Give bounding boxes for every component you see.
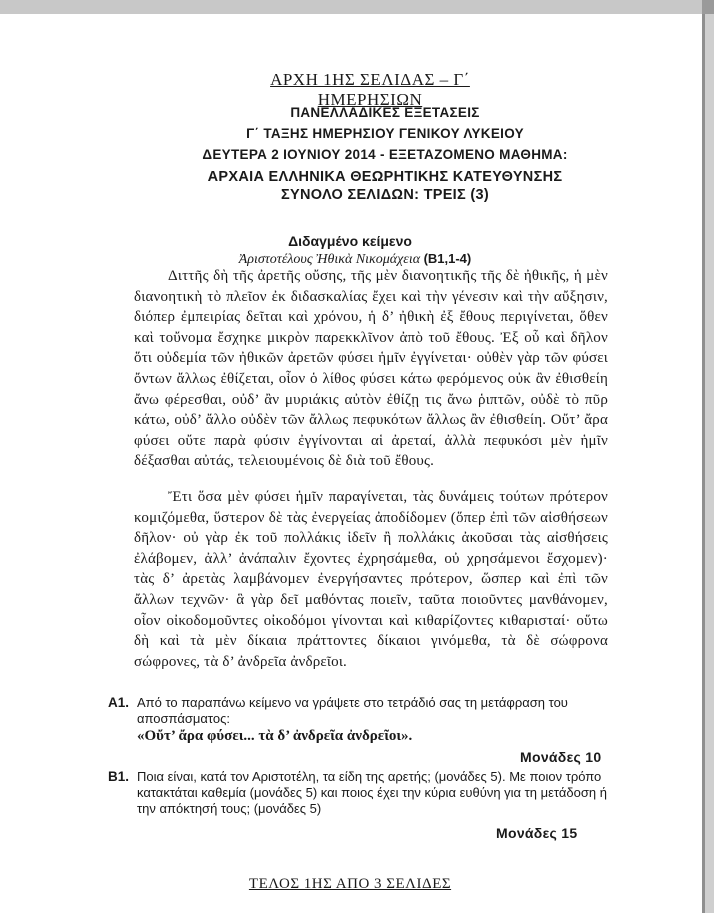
viewer-top-border	[0, 0, 714, 14]
question-a1-text: Από το παραπάνω κείμενο να γράψετε στο τετράδιό σας τη μετάφραση του αποσπάσματος:	[137, 695, 568, 726]
source-work: Ἀριστοτέλους Ἠθικὰ Νικομάχεια	[238, 252, 421, 267]
page-top-title: ΑΡΧΗ 1ΗΣ ΣΕΛΙΔΑΣ – Γ΄ ΗΜΕΡΗΣΙΩΝ	[270, 70, 470, 109]
passage-paragraph-1: Διττῆς δὴ τῆς ἀρετῆς οὔσης, τῆς μὲν διανοητικῆς τῆς δὲ ἠθικῆς, ἡ μὲν διανοητικὴ τὸ πλεῖον ἐκ διδασκαλίας ἔχει καὶ τὴν γένεσιν καὶ τὴν αὔξησιν, διόπερ ἐμπειρίας δεῖται καὶ χρόνου, ἡ δ’ ἠθικὴ ἐξ ἔθους περιγίνεται, ὅθεν καὶ τοὔνομα ἔσχηκε μικρὸν παρεκκλῖνον ἀπὸ τοῦ ἔθους. Ἐξ οὗ καὶ δῆλον ὅτι οὐδεμία τῶν ἠθικῶν ἀρετῶν φύσει ἡμῖν ἐγγίνεται· οὐθὲν γὰρ τῶν φύσει ὄντων ἄλλως ἐθίζεται, οἷον ὁ λίθος φύσει κάτω φερόμενος οὐκ ἂν ἐθισθείη ἄνω φέρεσθαι, οὐδ’ ἂν μυριάκις αὐτὸν ἐθίζῃ τις ἄνω ῥιπτῶν, οὐδὲ τὸ πῦρ κάτω, οὐδ’ ἄλλο οὐδὲν τῶν ἄλλως πεφυκότων ἄλλως ἂν ἐθισθείη. Οὔτ’ ἄρα φύσει οὔτε παρὰ φύσιν ἐγγίνονται αἱ ἀρεταί, ἀλλὰ πεφυκόσι μὲν ἡμῖν δέξασθαι αὐτάς, τελειουμένοις δὲ διὰ τοῦ ἔθους.	[134, 268, 608, 470]
question-a1-quote: «Οὔτ’ ἄρα φύσει... τὰ δ’ ἀνδρεῖα ἀνδρεῖοι».	[137, 728, 413, 744]
question-b1-marks: Μονάδες 15	[496, 825, 578, 841]
exam-subject: ΑΡΧΑΙΑ ΕΛΛΗΝΙΚΑ ΘΕΩΡΗΤΙΚΗΣ ΚΑΤΕΥΘΥΝΣΗΣ	[207, 169, 563, 185]
passage-paragraph-2: Ἔτι ὅσα μὲν φύσει ἡμῖν παραγίνεται, τὰς δυνάμεις τούτων πρότερον κομιζόμεθα, ὕστερον δὲ τὰς ἐνεργείας ἀποδίδομεν (ὅπερ ἐπὶ τῶν αἰσθήσεων δῆλον· οὐ γὰρ ἐκ τοῦ πολλάκις ἰδεῖν ἢ πολλάκις ἀκοῦσαι τὰς αἰσθήσεις ἐλάβομεν, ἀλλ’ ἀνάπαλιν ἔχοντες ἐχρησάμεθα, οὐ χρησάμενοι ἔσχομεν)· τὰς δ’ ἀρετὰς λαμβάνομεν ἐνεργήσαντες πρότερον, ὥσπερ καὶ ἐπὶ τῶν ἄλλων τεχνῶν· ἃ γὰρ δεῖ μαθόντας ποιεῖν, ταῦτα ποιοῦντες μανθάνομεν, οἷον οἰκοδομοῦντες οἰκοδόμοι γίνονται καὶ κιθαρίζοντες κιθαρισταί· οὕτω δὴ καὶ τὰ μὲν δίκαια πράττοντες δίκαιοι γινόμεθα, τὰ δὲ σώφρονα σώφρονες, τὰ δ’ ἀνδρεῖα ἀνδρεῖοι.	[134, 489, 608, 670]
passage-title: Διδαγμένο κείμενο	[288, 233, 412, 249]
viewer-corner	[702, 0, 714, 14]
source-reference: (Β1,1-4)	[423, 251, 472, 266]
viewer-right-scrollbar[interactable]	[702, 0, 714, 913]
page-footer: ΤΕΛΟΣ 1ΗΣ ΑΠΟ 3 ΣΕΛΙΔΕΣ	[248, 876, 452, 892]
exam-header-line-1: ΠΑΝΕΛΛΑΔΙΚΕΣ ΕΞΕΤΑΣΕΙΣ	[290, 105, 480, 120]
question-b1-text: Ποια είναι, κατά τον Αριστοτέλη, τα είδη της αρετής; (μονάδες 5). Με ποιον τρόπο κατακτάται καθεμία (μονάδες 5) και ποιος έχει την κύρια ευθύνη για τη μετάδοση ή την απόκτησή τους; (μονάδες 5)	[137, 769, 607, 816]
exam-header-line-2: Γ΄ ΤΑΞΗΣ ΗΜΕΡΗΣΙΟΥ ΓΕΝΙΚΟΥ ΛΥΚΕΙΟΥ	[246, 126, 524, 141]
question-a1-label: Α1.	[108, 695, 130, 710]
exam-header-line-3: ΔΕΥΤΕΡΑ 2 ΙΟΥΝΙΟΥ 2014 - ΕΞΕΤΑΖΟΜΕΝΟ ΜΑΘΗΜΑ:	[202, 147, 568, 162]
exam-page-count: ΣΥΝΟΛΟ ΣΕΛΙΔΩΝ: ΤΡΕΙΣ (3)	[281, 187, 489, 203]
question-b1-label: Β1.	[108, 769, 130, 784]
question-a1-marks: Μονάδες 10	[520, 749, 602, 765]
